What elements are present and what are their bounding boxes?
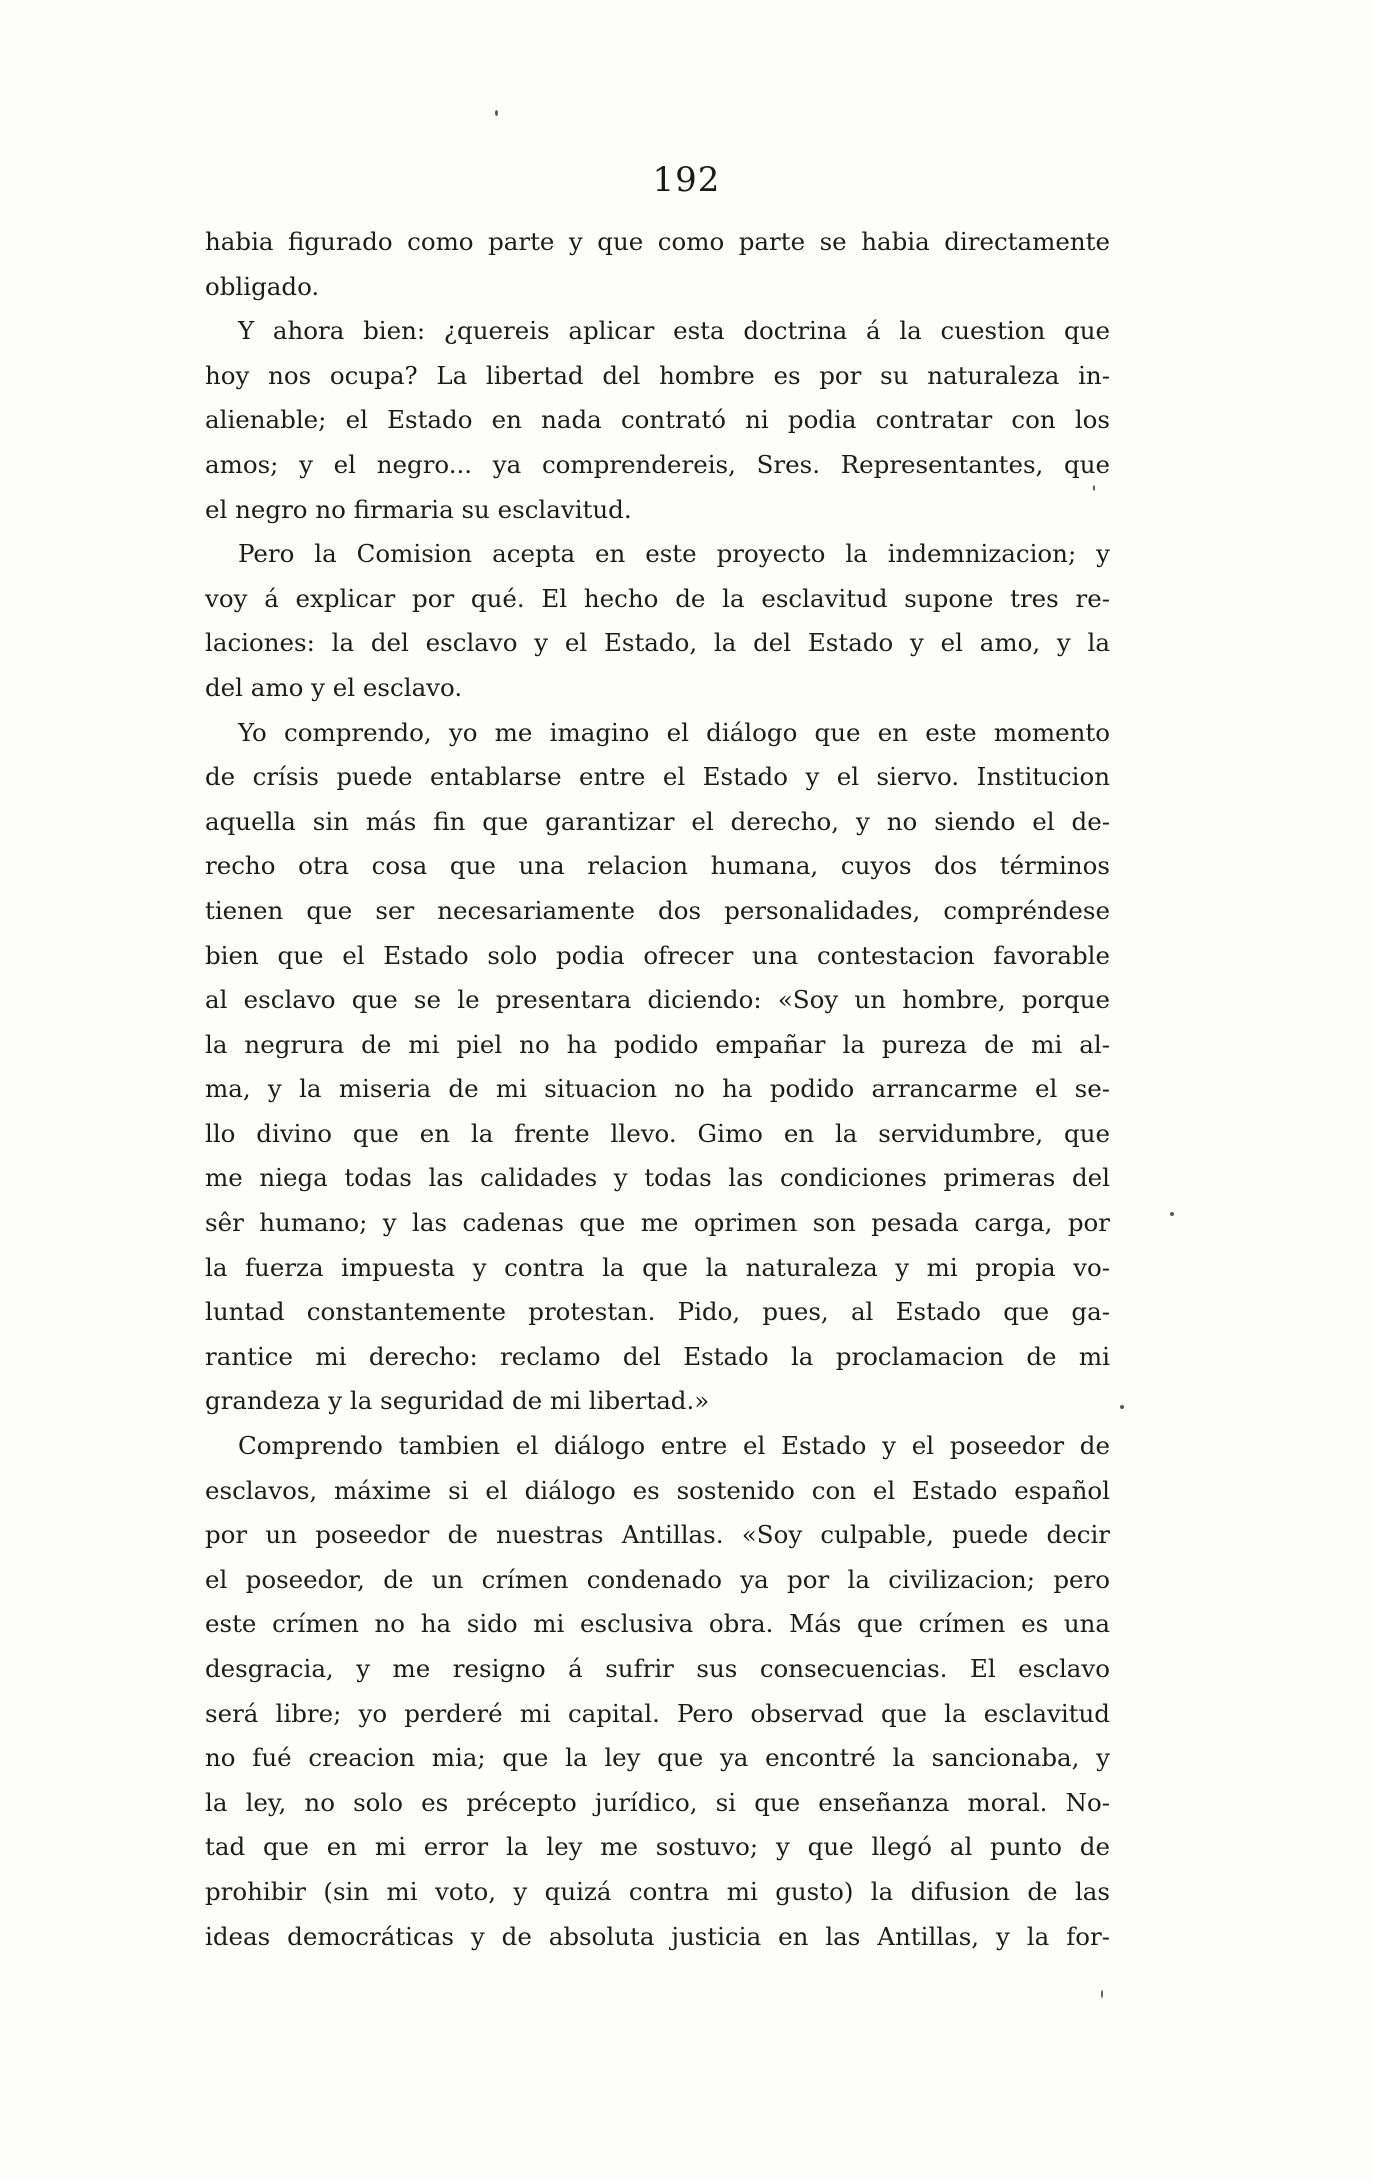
- text-line: laciones: la del esclavo y el Estado, la del Estado y el amo, y la: [205, 628, 1110, 658]
- ink-speck: [1093, 485, 1095, 491]
- text-line: alienable; el Estado en nada contrató ni podia contratar con los: [205, 405, 1110, 435]
- text-line: rantice mi derecho: reclamo del Estado la proclamacion de mi: [205, 1341, 1110, 1371]
- text-line: Pero la Comision acepta en este proyecto la indemnizacion; y: [238, 539, 1110, 569]
- text-line: sêr humano; y las cadenas que me oprimen son pesada carga, por: [205, 1208, 1110, 1238]
- text-line: al esclavo que se le presentara diciendo: «Soy un hombre, porque: [205, 985, 1110, 1015]
- text-line: Yo comprendo, yo me imagino el diálogo que en este momento: [238, 717, 1110, 747]
- text-line: amos; y el negro... ya comprendereis, Sres. Representantes, que: [205, 449, 1110, 479]
- text-line: tienen que ser necesariamente dos personalidades, compréndese: [205, 895, 1110, 925]
- text-line: el poseedor, de un crímen condenado ya por la civilizacion; pero: [205, 1564, 1110, 1594]
- text-line: esclavos, máxime si el diálogo es sostenido con el Estado español: [205, 1475, 1110, 1505]
- text-line: no fué creacion mia; que la ley que ya encontré la sancionaba, y: [205, 1743, 1110, 1773]
- text-line: llo divino que en la frente llevo. Gimo en la servidumbre, que: [205, 1118, 1110, 1148]
- text-line: por un poseedor de nuestras Antillas. «Soy culpable, puede decir: [205, 1520, 1110, 1550]
- text-line: ma, y la miseria de mi situacion no ha podido arrancarme el se-: [205, 1074, 1110, 1104]
- text-line: tad que en mi error la ley me sostuvo; y que llegó al punto de: [205, 1832, 1110, 1862]
- text-line: del amo y el esclavo.: [205, 672, 463, 702]
- text-line: Y ahora bien: ¿quereis aplicar esta doctrina á la cuestion que: [238, 316, 1110, 346]
- text-line: luntad constantemente protestan. Pido, pues, al Estado que ga-: [205, 1297, 1110, 1327]
- text-line: grandeza y la seguridad de mi libertad.»: [205, 1386, 710, 1416]
- text-line: prohibir (sin mi voto, y quizá contra mi gusto) la difusion de las: [205, 1876, 1110, 1906]
- text-line: ideas democráticas y de absoluta justicia en las Antillas, y la for-: [205, 1921, 1110, 1951]
- text-line: será libre; yo perderé mi capital. Pero observad que la esclavitud: [205, 1698, 1110, 1728]
- text-line: recho otra cosa que una relacion humana, cuyos dos términos: [205, 851, 1110, 881]
- text-line: la fuerza impuesta y contra la que la naturaleza y mi propia vo-: [205, 1252, 1110, 1282]
- ink-speck: [1170, 1212, 1174, 1216]
- text-line: este crímen no ha sido mi esclusiva obra. Más que crímen es una: [205, 1609, 1110, 1639]
- text-line: habia figurado como parte y que como parte se habia directamente: [205, 227, 1110, 256]
- text-line: Comprendo tambien el diálogo entre el Estado y el poseedor de: [238, 1431, 1110, 1461]
- text-line: aquella sin más fin que garantizar el derecho, y no siendo el de-: [205, 806, 1110, 836]
- body-text: [205, 220, 1110, 1959]
- ink-speck: [1120, 1405, 1124, 1409]
- page-number: 192: [652, 160, 721, 200]
- text-line: obligado.: [205, 271, 320, 301]
- text-line: de crísis puede entablarse entre el Estado y el siervo. Institucion: [205, 762, 1110, 792]
- ink-speck: [1101, 1990, 1103, 1998]
- text-line: la negrura de mi piel no ha podido empañar la pureza de mi al-: [205, 1029, 1110, 1059]
- text-line: voy á explicar por qué. El hecho de la esclavitud supone tres re-: [205, 583, 1110, 613]
- text-line: bien que el Estado solo podia ofrecer una contestacion favorable: [205, 940, 1110, 970]
- text-line: la ley, no solo es précepto jurídico, si que enseñanza moral. No-: [205, 1787, 1110, 1817]
- text-line: el negro no firmaria su esclavitud.: [205, 494, 632, 524]
- text-line: me niega todas las calidades y todas las condiciones primeras del: [205, 1163, 1110, 1193]
- text-line: desgracia, y me resigno á sufrir sus consecuencias. El esclavo: [205, 1654, 1110, 1683]
- ink-speck: [495, 110, 498, 116]
- text-line: hoy nos ocupa? La libertad del hombre es por su naturaleza in-: [205, 360, 1110, 390]
